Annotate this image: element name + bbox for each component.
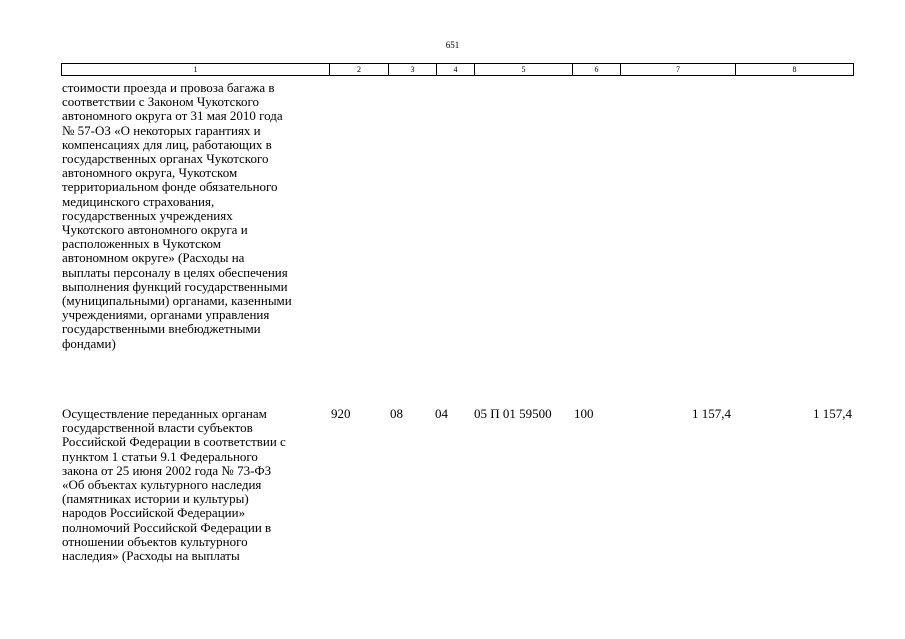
column-header-table <box>61 63 854 76</box>
text-line: медицинского страхования, <box>62 193 215 209</box>
column-header-1: 1 <box>62 64 330 76</box>
row2-expense-type-code: 100 <box>574 406 594 421</box>
text-line: автономном округе» (Расходы на <box>62 250 245 266</box>
column-header-5: 5 <box>475 64 573 76</box>
text-line: № 57-ОЗ «О некоторых гарантиях и <box>62 122 261 138</box>
text-line: отношении объектов культурного <box>62 533 248 549</box>
text-line: выплаты персоналу в целях обеспечения <box>62 264 288 280</box>
row2-subsection-code: 04 <box>435 406 448 421</box>
text-line: полномочий Российской Федерации в <box>62 519 272 535</box>
text-line: Российской Федерации в соответствии с <box>62 434 286 450</box>
text-line: Чукотского автономного округа и <box>62 222 248 238</box>
row2-target-article-code: 05 П 01 59500 <box>474 406 552 421</box>
text-line: компенсациях для лиц, работающих в <box>62 136 272 152</box>
page-number: 651 <box>445 40 460 50</box>
text-line: фондами) <box>62 335 116 351</box>
text-line: (памятниках истории и культуры) <box>62 491 249 507</box>
text-line: пунктом 1 статьи 9.1 Федерального <box>62 448 258 464</box>
row-description-1 <box>62 81 337 351</box>
column-header-4: 4 <box>437 64 475 76</box>
column-header-6: 6 <box>573 64 621 76</box>
text-line: автономного округа от 31 мая 2010 года <box>62 108 283 124</box>
column-header-2: 2 <box>330 64 389 76</box>
text-line: соответствии с Законом Чукотского <box>62 94 260 110</box>
text-line: «Об объектах культурного наследия <box>62 477 262 493</box>
text-line: территориальном фонде обязательного <box>62 179 278 195</box>
text-line: (муниципальными) органами, казенными <box>62 293 292 309</box>
text-line: стоимости проезда и провоза багажа в <box>62 80 275 95</box>
text-line: наследия» (Расходы на выплаты <box>62 548 240 564</box>
column-header-row <box>62 64 854 76</box>
text-line: народов Российской Федерации» <box>62 505 246 521</box>
text-line: закона от 25 июня 2002 года № 73-ФЗ <box>62 462 272 478</box>
column-header-7: 7 <box>621 64 736 76</box>
text-line: государственных органах Чукотского <box>62 151 269 167</box>
column-header-3: 3 <box>389 64 437 76</box>
text-line: автономного округа, Чукотском <box>62 165 238 181</box>
text-line: учреждениями, органами управления <box>62 307 270 323</box>
row2-amount-col8: 1 157,4 <box>813 406 852 421</box>
text-line: расположенных в Чукотском <box>62 236 222 252</box>
text-line: государственных учреждениях <box>62 207 233 223</box>
row2-ministry-code: 920 <box>331 406 351 421</box>
text-line: выполнения функций государственными <box>62 278 288 294</box>
row2-amount-col7: 1 157,4 <box>692 406 731 421</box>
row-description-2 <box>62 407 337 563</box>
text-line: Осуществление переданных органам <box>62 406 267 421</box>
column-header-8: 8 <box>736 64 854 76</box>
text-line: государственными внебюджетными <box>62 321 261 337</box>
text-line: государственной власти субъектов <box>62 420 253 436</box>
row2-section-code: 08 <box>390 406 403 421</box>
